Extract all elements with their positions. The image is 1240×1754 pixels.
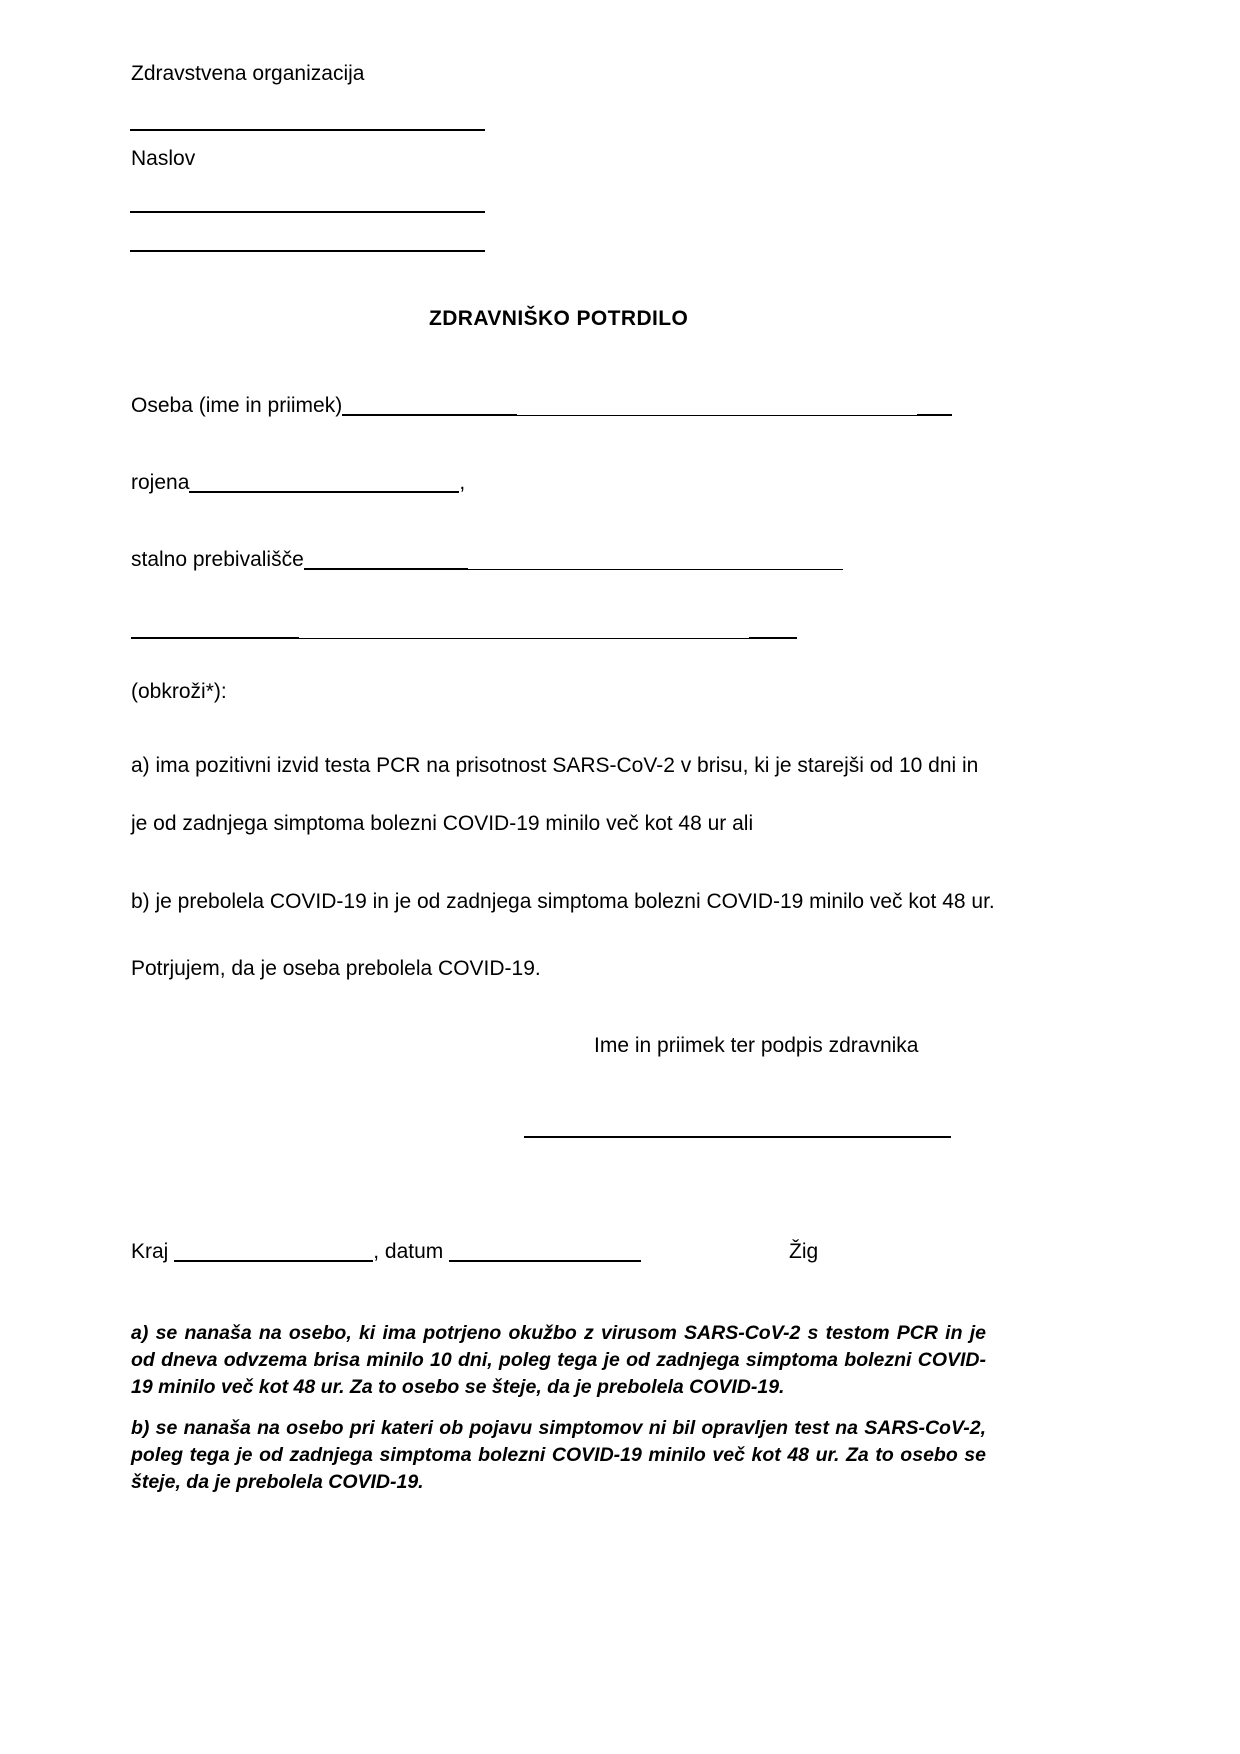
person-name-input-blank[interactable] (342, 414, 517, 416)
residence-label: stalno prebivališče (131, 548, 304, 571)
birthdate-trailing-comma: , (459, 471, 466, 494)
residence-field-row (131, 546, 843, 573)
option-b-line-1[interactable]: b) je prebolela COVID-19 in je od zadnjega simptoma bolezni COVID-19 minilo več kot 48 ur. (131, 890, 995, 913)
circle-instruction-label: (obkroži*): (131, 680, 227, 703)
footnote-b: b) se nanaša na osebo pri kateri ob pojavu simptomov ni bil opravljen test na SARS-CoV-2, poleg tega je od zadnjega simptoma bolezni COVID-19 minilo več kot 48 ur. Za to osebo se šteje, da je prebolela COVID-19. (131, 1417, 986, 1493)
residence-input-blank-2[interactable] (468, 569, 843, 570)
place-label: Kraj (131, 1240, 169, 1263)
signature-caption: Ime in priimek ter podpis zdravnika (594, 1034, 919, 1057)
place-input-blank[interactable] (174, 1260, 373, 1262)
residence-input-blank-3[interactable] (131, 637, 299, 639)
footnote-a: a) se nanaša na osebo, ki ima potrjeno okužbo z virusom SARS-CoV-2 s testom PCR in je od dneva odvzema brisa minilo 10 dni, poleg tega je od zadnjega simptoma bolezni COVID-19 minilo več kot 48 ur. Za to osebo se šteje, da je prebolela COVID-19. (131, 1322, 986, 1398)
person-name-label: Oseba (ime in priimek) (131, 394, 343, 417)
address-label: Naslov (131, 147, 196, 170)
organization-rule (130, 129, 485, 131)
person-name-field-row (131, 392, 952, 419)
residence-input-blank[interactable] (304, 568, 468, 570)
birthdate-field-row (131, 469, 465, 496)
birthdate-label: rojena (131, 471, 190, 494)
person-name-input-blank-3[interactable] (917, 414, 952, 416)
person-name-input-blank-2[interactable] (517, 415, 917, 416)
address-rule-1 (130, 211, 485, 213)
date-input-blank[interactable] (449, 1260, 641, 1262)
signature-rule[interactable] (524, 1136, 951, 1138)
birthdate-input-blank[interactable] (189, 491, 459, 493)
date-label: datum (384, 1240, 444, 1263)
residence-field-row-2 (131, 615, 797, 642)
place-date-row (131, 1238, 641, 1265)
residence-input-blank-4[interactable] (299, 638, 749, 639)
page-title: ZDRAVNIŠKO POTRDILO (429, 307, 689, 330)
confirmation-text: Potrjujem, da je oseba prebolela COVID-19. (131, 957, 541, 980)
residence-input-blank-5[interactable] (749, 637, 797, 639)
organization-label: Zdravstvena organizacija (131, 62, 365, 85)
address-rule-2 (130, 250, 485, 252)
option-a-line-1[interactable]: a) ima pozitivni izvid testa PCR na prisotnost SARS-CoV-2 v brisu, ki je starejši od 10 dni in (131, 754, 979, 777)
place-date-separator: , (373, 1240, 380, 1263)
stamp-label: Žig (789, 1240, 819, 1263)
option-a-line-2[interactable]: je od zadnjega simptoma bolezni COVID-19 minilo več kot 48 ur ali (131, 812, 754, 835)
